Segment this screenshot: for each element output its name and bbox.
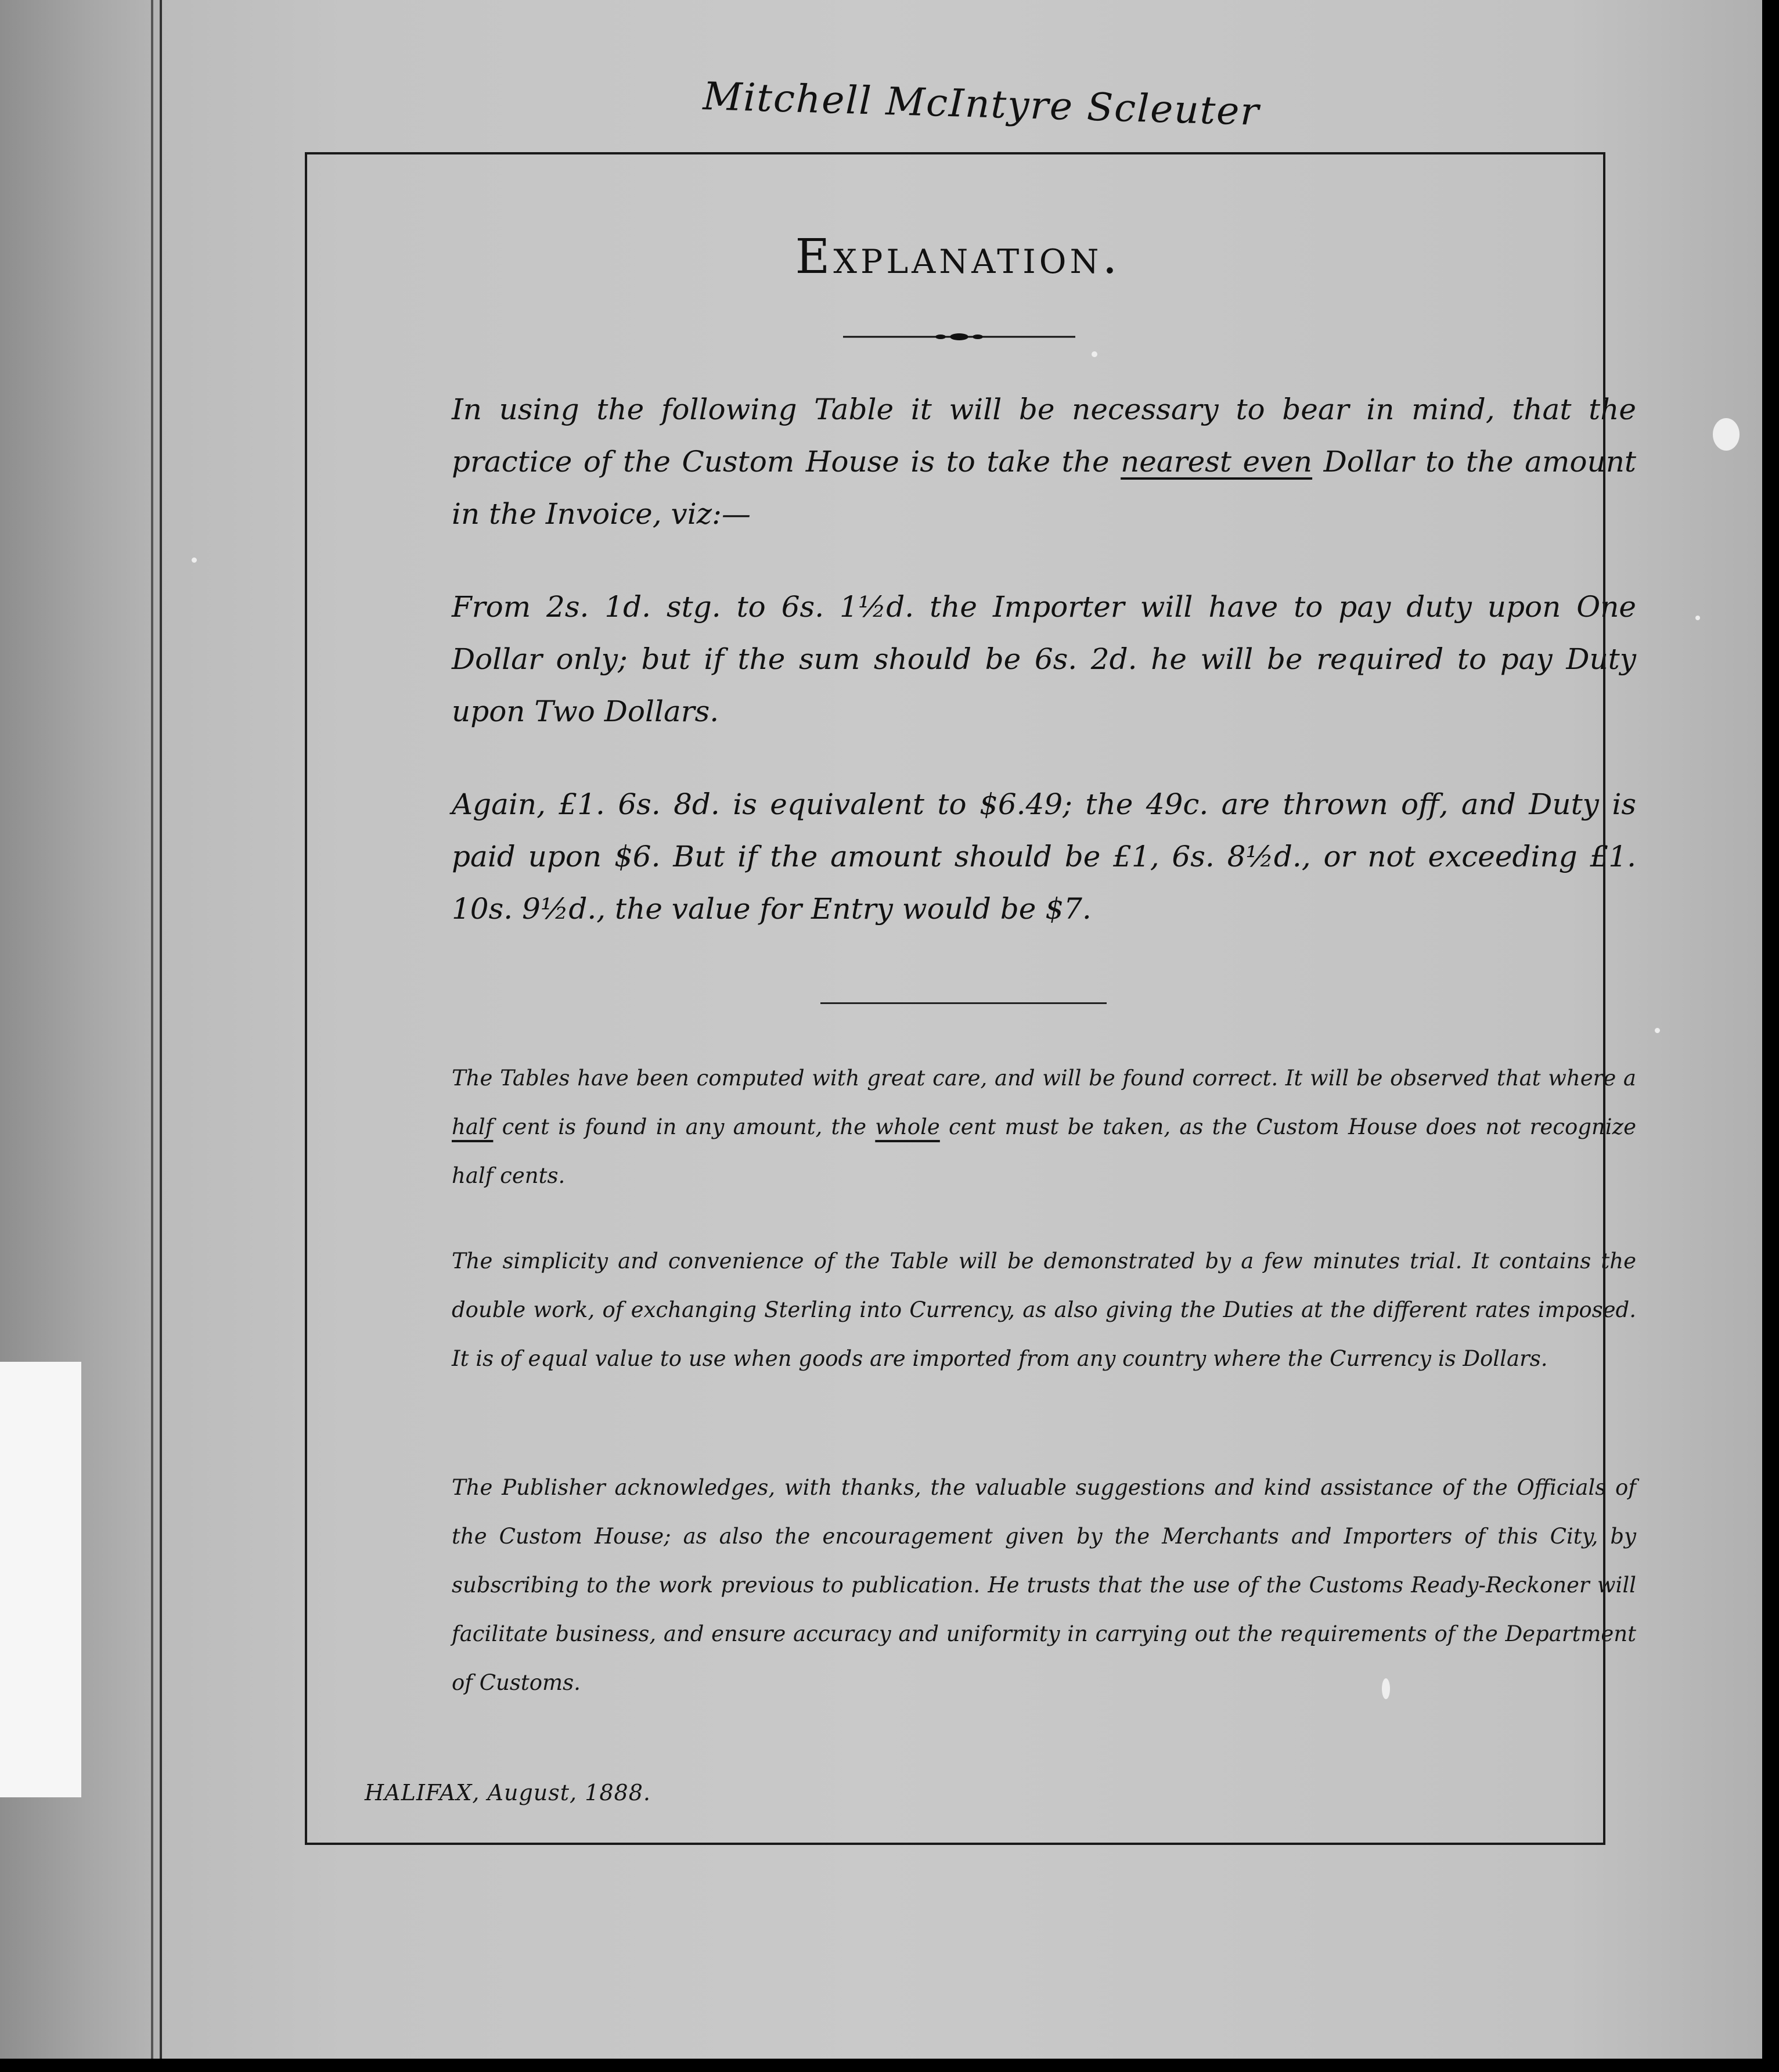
tables-note-text-mid: cent is found in any amount, the — [493, 1114, 876, 1139]
scan-speck — [1713, 418, 1740, 451]
paragraph-tables-note — [365, 1054, 1636, 1200]
underlined-word-half: half — [452, 1114, 494, 1139]
page-title: Explanation. — [795, 229, 1121, 285]
paragraph-pound-example: Again, £1. 6s. 8d. is equivalent to $6.49; the 49c. are thrown off, and Duty is paid upon $6. But if the amount should be £1, 6s. 8½d., or not exceeding £1. 10s. 9½d., the value for Entry would be $7. — [452, 787, 1636, 926]
scan-speck — [192, 557, 197, 563]
paragraph-intro — [365, 383, 1636, 540]
binding-edge-line — [151, 0, 153, 2059]
handwritten-signature: Mitchell McIntyre Scleuter — [702, 74, 1261, 134]
scan-bottom-edge — [0, 2059, 1779, 2072]
scan-speck — [1092, 351, 1097, 357]
paragraph-acknowledgement: The Publisher acknowledges, with thanks, the valuable suggestions and kind assistance of the Officials of the Custom House; as also the encouragement given by the Merchants and Importers of this City, by subscribing to the work previous to publication. He trusts that the use of the Customs Ready-Reckoner will facilitate business, and ensure accuracy and uniformity in carrying out the requirements of the Department of Customs. — [452, 1475, 1636, 1695]
dateline: HALIFAX, August, 1888. — [365, 1780, 651, 1805]
underlined-word-whole: whole — [875, 1114, 940, 1139]
tables-note-text: The Tables have been computed with great care, and will be found correct. It will be observed that where a — [452, 1066, 1636, 1091]
scan-speck — [1382, 1678, 1390, 1699]
scan-speck — [1655, 1028, 1660, 1033]
paragraph-intro-text: In using the following Table it will be necessary to bear in mind, that the practice of the Custom House is to take the — [452, 393, 1636, 479]
tables-note-text-end: cent must be taken, as the Custom House does not recognize half cents. — [452, 1114, 1636, 1188]
paragraph-intro-text-end: Dollar to the amount in the Invoice, viz:— — [452, 445, 1637, 531]
scan-speck — [1695, 616, 1700, 620]
title-ornament — [843, 333, 1075, 341]
binding-fold-line — [160, 0, 162, 2059]
paragraph-simplicity: The simplicity and convenience of the Table will be demonstrated by a few minutes trial. It contains the double work, of exchanging Sterling into Currency, as also giving the Duties at the different rates imposed. It is of equal value to use when goods are imported from any country where the Currency is Dollars. — [452, 1249, 1636, 1371]
underlined-phrase: nearest even — [1121, 445, 1313, 479]
section-divider — [820, 1002, 1107, 1004]
paper-tab — [0, 1362, 81, 1797]
paragraph-sterling-example: From 2s. 1d. stg. to 6s. 1½d. the Importer will have to pay duty upon One Dollar only; but if the sum should be 6s. 2d. he will be required to pay Duty upon Two Dollars. — [452, 590, 1636, 728]
